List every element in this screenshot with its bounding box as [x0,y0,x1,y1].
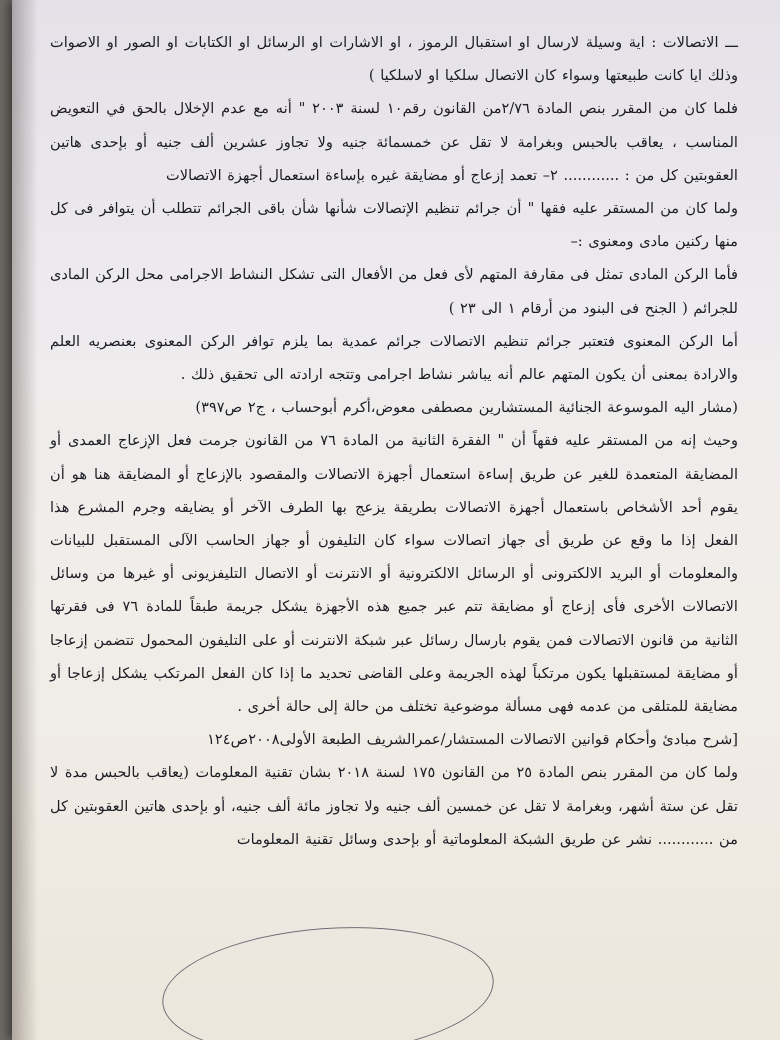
document-body [50,26,738,856]
citation-telecom-laws: [شرح مبادئ وأحكام قوانين الاتصالات المستشار/عمرالشريف الطبعة الأولى٢٠٠٨ص١٢٤ [207,731,738,749]
paragraph-telecom-definition: ـــ الاتصالات : اية وسيلة لارسال او استقبال الرموز ، او الاشارات او الرسائل او الكتابات او الصور او الاصوات وذلك ايا كانت طبيعتها وسواء كان الاتصال سلكيا او لاسلكيا ) [50,34,738,85]
paragraph-crime-elements: ولما كان من المستقر عليه فقها " أن جرائم تنظيم الإتصالات شأنها شأن باقى الجرائم تتطلب أن يتوافر فى كل منها ركنين مادى ومعنوى :– [50,200,738,251]
handwritten-circle-mark [158,917,498,1040]
paragraph-article-76: فلما كان من المقرر بنص المادة ٢/٧٦من القانون رقم١٠ لسنة ٢٠٠٣ " أنه مع عدم الإخلال بالحق في التعويض المناسب ، يعاقب بالحبس وبغرامة لا تقل عن خمسمائة جنيه ولا تجاوز عشرين ألف جنيه أو بإحدى هاتين العقوبتين كل من : ............ ٢– تعمد إزعاج أو مضايقة غيره بإساءة استعمال أجهزة الاتصالات [50,100,739,184]
citation-encyclopedia: (مشار اليه الموسوعة الجنائية المستشارين مصطفى معوض،أكرم أبوحساب ، ج٢ ص٣٩٧) [195,399,738,417]
document-page [12,0,780,1040]
paragraph-article-25: ولما كان من المقرر بنص المادة ٢٥ من القانون ١٧٥ لسنة ٢٠١٨ بشان تقنية المعلومات (يعاقب بالحبس مدة لا تقل عن ستة أشهر، وبغرامة لا تقل عن خمسين ألف جنيه ولا تجاوز مائة ألف جنيه، أو بإحدى هاتين العقوبتين كل من ............ نشر عن طريق الشبكة المعلوماتية أو بإحدى وسائل تقنية المعلومات [50,764,738,848]
paragraph-moral-element: أما الركن المعنوى فتعتبر جرائم تنظيم الاتصالات جرائم عمدية بما يلزم توافر الركن المعنوى بعنصريه العلم والارادة بمعنى أن يكون المتهم عالم أنه يباشر نشاط اجرامى وتتجه ارادته الى تحقيق ذلك . [50,332,738,384]
paragraph-material-element: فأما الركن المادى تمثل فى مقارفة المتهم لأى فعل من الأفعال التى تشكل النشاط الاجرامى محل الركن المادى للجرائم ( الجنح فى البنود من أرقام ١ الى ٢٣ ) [50,266,738,317]
paragraph-harassment-explanation: وحيث إنه من المستقر عليه فقهاً أن " الفقرة الثانية من المادة ٧٦ من القانون جرمت فعل الإزعاج العمدى أو المضايقة المتعمدة للغير عن طريق إساءة استعمال أجهزة الاتصالات والمقصود بالإزعاج أو المضايقة هنا هو أن يقوم أحد الأشخاص باستعمال أجهزة الاتصالات بطريقة يزعج بها الطرف الآخر أو يضايقه وجرم المشرع هذا الفعل إذا ما وقع عن طريق أى جهاز اتصالات سواء كان التليفون أو جهاز الحاسب الآلى المستقبل للبيانات والمعلومات أو البريد الالكترونى أو الرسائل الالكترونية أو الانترنت أو الاتصال التليفزيونى أو غيرها من وسائل الاتصالات الأخرى فأى إزعاج أو مضايقة تتم عبر جميع هذه الأجهزة يشكل جريمة طبقاً للمادة ٧٦ فى فقرتها الثانية من قانون الاتصالات فمن يقوم بارسال رسائل عبر شبكة الانترنت أو على التليفون المحمول تتضمن إزعاجا أو مضايقة لمستقبلها يكون مرتكباً لهذه الجريمة وعلى القاضى تحديد ما إذا كان الفعل المرتكب يشكل إزعاجا أو مضايقة للمتلقى من عدمه فهى مسألة موضوعية تختلف من حالة إلى حالة أخرى . [50,432,738,716]
